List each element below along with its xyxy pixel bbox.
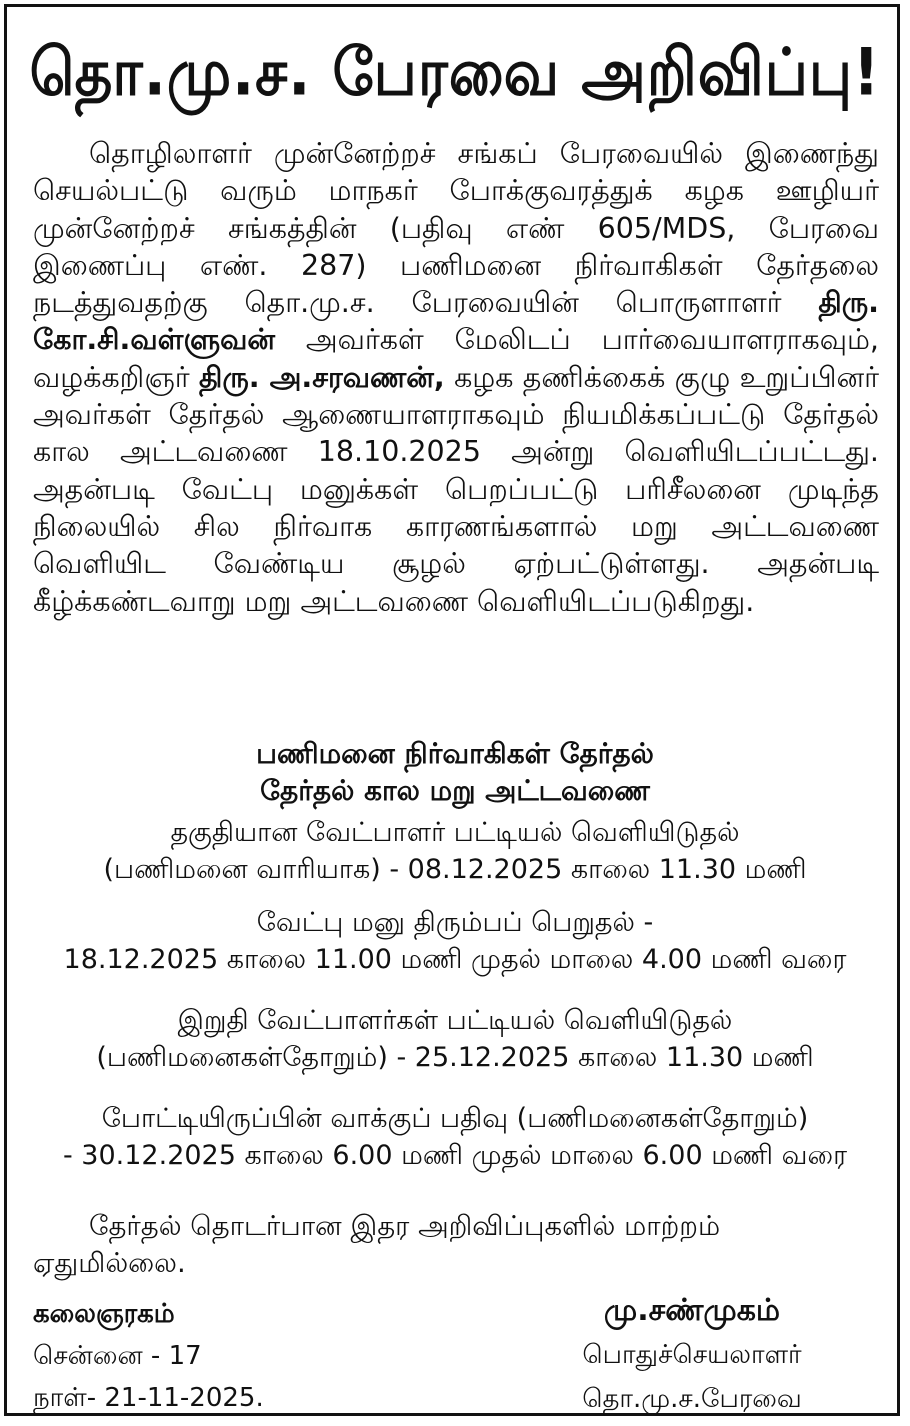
notice-frame (4, 4, 900, 1416)
schedule-item (7, 904, 903, 978)
signatory-name: மு.சண்முகம் (603, 1293, 781, 1328)
schedule-item-datetime: - 30.12.2025 காலை 6.00 மணி முதல் மாலை 6.00 மணி வரை (62, 1140, 848, 1171)
closing-statement: தேர்தல் தொடர்பான இதர அறிவிப்புகளில் மாற்றம் ஏதுமில்லை. (33, 1210, 721, 1279)
schedule-item-datetime: (பணிமனைகள்தோறும்) - 25.12.2025 காலை 11.30 மணி (96, 1042, 814, 1073)
schedule-item-title: இறுதி வேட்பாளர்கள் பட்டியல் வெளியிடுதல் (177, 1005, 733, 1036)
body-text-part3: கழக தணிக்கைக் குழு உறுப்பினர் அவர்கள் தேர்தல் ஆணையாளராகவும் நியமிக்கப்பட்டு தேர்தல் கால அட்டவணை 18.10.2025 அன்று வெளியிடப்பட்டது. அதன்படி வேட்பு மனுக்கள் பெறப்பட்டு பரிசீலனை முடிந்த நிலையில் சில நிர்வாக காரணங்களால் மறு அட்டவணை வெளியிட வேண்டிய சூழல் ஏற்பட்டுள்ளது. அதன்படி கீழ்க்கண்டவாறு மறு அட்டவணை வெளியிடப்படுகிறது. (33, 360, 879, 618)
schedule-item (7, 1002, 903, 1076)
issuer-place: கலைஞரகம் (33, 1299, 175, 1329)
schedule-item (7, 814, 903, 888)
signatory-organization: தொ.மு.ச.பேரவை (582, 1384, 802, 1414)
issuer-address (33, 1293, 264, 1419)
schedule-item (7, 1100, 903, 1174)
schedule-heading-line1: பணிமனை நிர்வாகிகள் தேர்தல் (256, 737, 654, 770)
notice-headline: தொ.மு.ச. பேரவை அறிவிப்பு! (29, 33, 881, 111)
schedule-item-datetime: 18.12.2025 காலை 11.00 மணி முதல் மாலை 4.00 மணி வரை (63, 944, 847, 975)
signature-block (507, 1289, 877, 1421)
schedule-heading (7, 735, 903, 809)
body-text-part2: அவர்கள் மேலிடப் பார்வையாளராகவும், வழக்கறிஞர் (33, 323, 879, 394)
commissioner-name: திரு. அ.சரவணன், (199, 360, 445, 394)
schedule-item-title: வேட்பு மனு திரும்பப் பெறுதல் - (256, 907, 654, 938)
schedule-item-datetime: (பணிமனை வாரியாக) - 08.12.2025 காலை 11.30 மணி (103, 854, 807, 885)
schedule-item-title: தகுதியான வேட்பாளர் பட்டியல் வெளியிடுதல் (170, 817, 740, 848)
issuer-city: சென்னை - 17 (33, 1341, 202, 1371)
schedule-item-title: போட்டியிருப்பின் வாக்குப் பதிவு (பணிமனைகள்தோறும்) (101, 1103, 809, 1134)
notice-body-paragraph (33, 135, 879, 620)
signatory-designation: பொதுச்செயலாளர் (582, 1340, 802, 1370)
body-text-part1: தொழிலாளர் முன்னேற்றச் சங்கப் பேரவையில் இணைந்து செயல்பட்டு வரும் மாநகர் போக்குவரத்துக் கழக ஊழியர் முன்னேற்றச் சங்கத்தின் (பதிவு எண் 605/MDS, பேரவை இணைப்பு எண். 287) பணிமனை நிர்வாகிகள் தேர்தலை நடத்துவதற்கு தொ.மு.ச. பேரவையின் பொருளாளர் (33, 137, 879, 320)
schedule-heading-line2: தேர்தல் கால மறு அட்டவணை (260, 774, 650, 807)
issue-date: நாள்- 21-11-2025. (33, 1383, 264, 1413)
observer-name: திரு. கோ.சி.வள்ளுவன் (33, 286, 879, 357)
